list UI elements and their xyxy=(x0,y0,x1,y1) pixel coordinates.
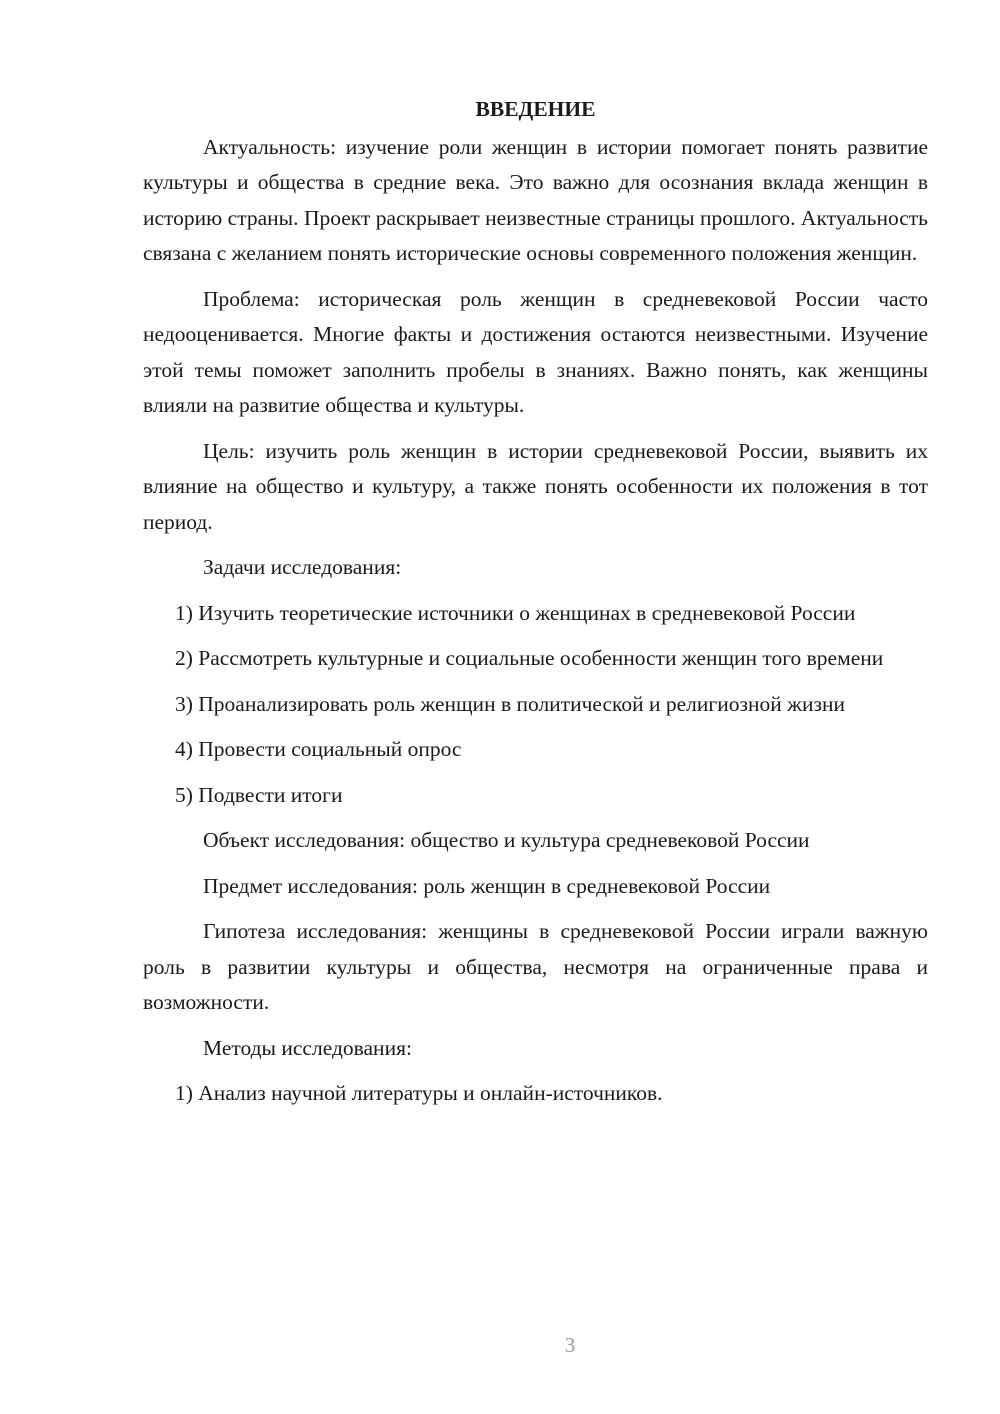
hypothesis-paragraph: Гипотеза исследования: женщины в средневековой России играли важную роль в развитии культуры и общества, несмотря на ограниченные права и возможности. xyxy=(143,919,928,1014)
page-number: 3 xyxy=(564,1333,576,1357)
goal-paragraph: Цель: изучить роль женщин в истории средневековой России, выявить их влияние на общество и культуру, а также понять особенности их положения в тот период. xyxy=(143,438,928,534)
relevance-paragraph: Актуальность: изучение роли женщин в истории помогает понять развитие культуры и общества в средние века. Это важно для осознания вклада женщин в историю страны. Проект раскрывает неизвестные страницы прошлого. Актуальность связана с желанием понять исторические основы современного положения женщин. xyxy=(143,134,928,265)
page-title: ВВЕДЕНИЕ xyxy=(475,97,596,121)
page-content xyxy=(143,92,928,1122)
methods-heading: Методы исследования: xyxy=(203,1035,412,1060)
method-item-1: 1) Анализ научной литературы и онлайн-источников. xyxy=(175,1081,663,1105)
task-item-3: 3) Проанализировать роль женщин в политической и религиозной жизни xyxy=(175,691,845,716)
task-item-5: 5) Подвести итоги xyxy=(175,782,343,807)
subject-paragraph: Предмет исследования: роль женщин в средневековой России xyxy=(203,873,771,898)
problem-paragraph: Проблема: историческая роль женщин в средневековой России часто недооценивается. Многие факты и достижения остаются неизвестными. Изучение этой темы поможет заполнить пробелы в знаниях. Важно понять, как женщины влияли на развитие общества и культуры. xyxy=(143,286,928,417)
task-item-2: 2) Рассмотреть культурные и социальные особенности женщин того времени xyxy=(175,646,884,670)
task-item-4: 4) Провести социальный опрос xyxy=(175,737,462,761)
object-paragraph: Объект исследования: общество и культура средневековой России xyxy=(203,828,810,852)
tasks-heading: Задачи исследования: xyxy=(203,555,402,579)
task-item-1: 1) Изучить теоретические источники о женщинах в средневековой России xyxy=(175,600,856,625)
